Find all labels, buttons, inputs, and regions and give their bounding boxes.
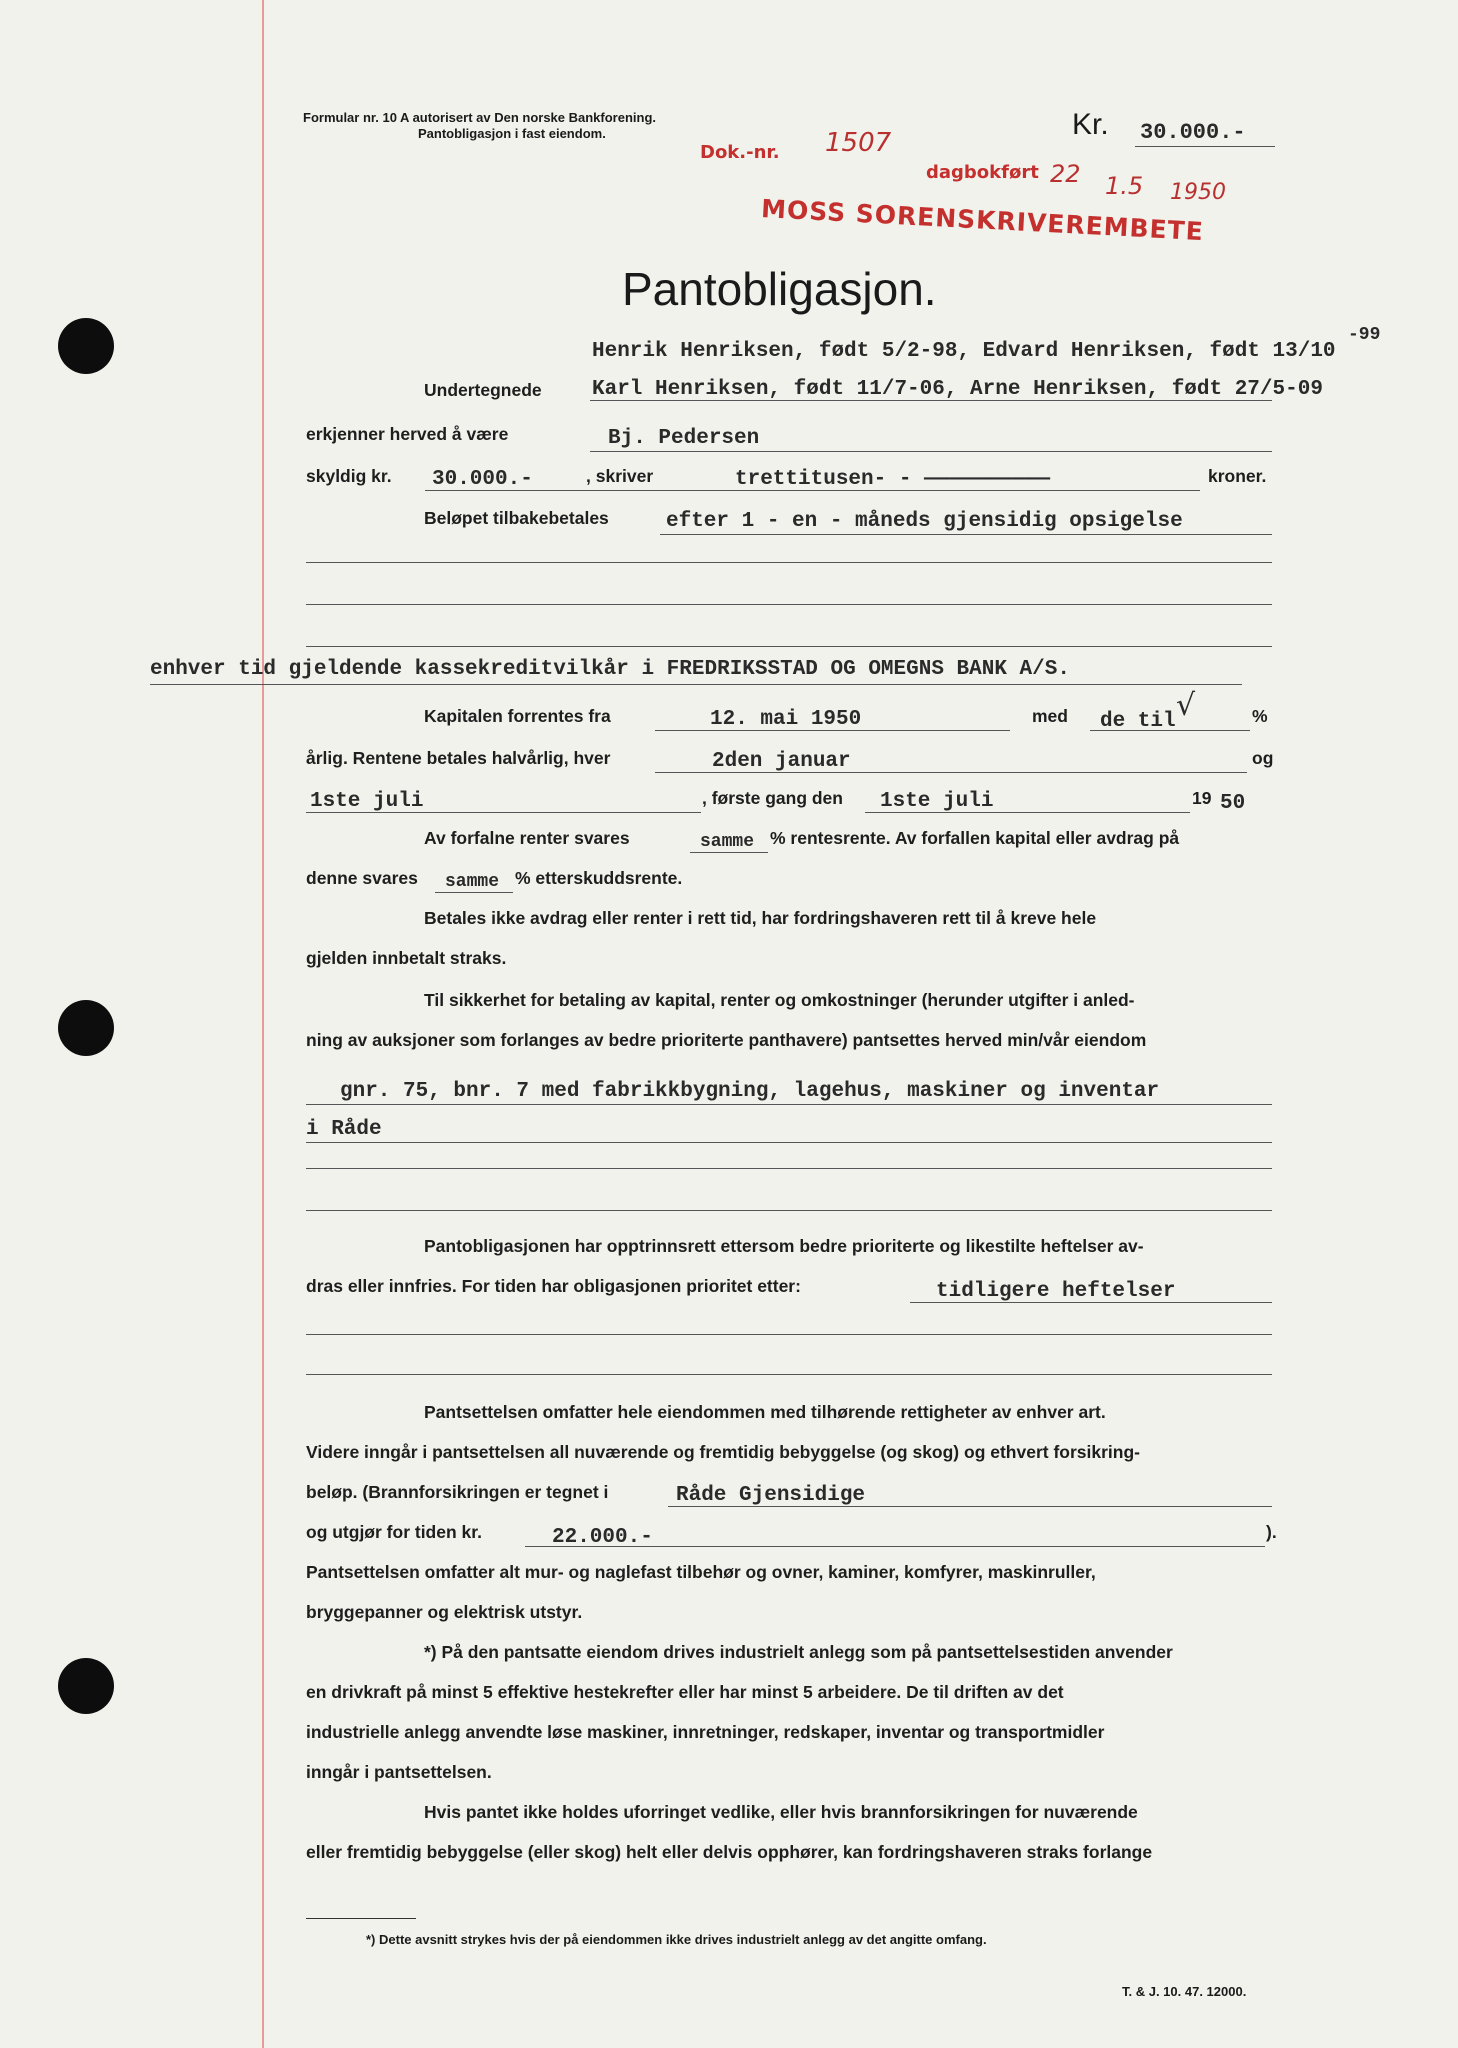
year-prefix: 19: [1192, 788, 1212, 808]
kroner-label: kroner.: [1208, 466, 1267, 486]
paragraph-text: bryggepanner og elektrisk utstyr.: [306, 1602, 583, 1622]
arlig-text: årlig. Rentene betales halvårlig, hver: [306, 748, 611, 768]
paragraph-text: inngår i pantsettelsen.: [306, 1762, 492, 1782]
property-description: gnr. 75, bnr. 7 med fabrikkbygning, lagehus, maskiner og inventar: [340, 1080, 1160, 1103]
footnote: *) Dette avsnitt strykes hvis der på eiendommen ikke drives industrielt anlegg av det angitte omfang.: [366, 1932, 987, 1947]
med-label: med: [1032, 706, 1068, 726]
paragraph-text: ning av auksjoner som forlanges av bedre prioriterte panthavere) pantsettes herved min/vår eiendom: [306, 1030, 1147, 1050]
amount-in-words: trettitusen- - ——————————: [735, 468, 1051, 491]
repayment-terms: efter 1 - en - måneds gjensidig opsigelse: [666, 510, 1183, 533]
paragraph-text: beløp. (Brannforsikringen er tegnet i: [306, 1482, 609, 1502]
forfalne-text: Av forfalne renter svares: [424, 828, 630, 848]
form-subtitle: Pantobligasjon i fast eiendom.: [418, 126, 606, 141]
debtors-line-2: Karl Henriksen, født 11/7-06, Arne Henriksen, født 27/5-09: [592, 378, 1323, 401]
forste-label: , første gang den: [702, 788, 843, 808]
etterskudd-text: % etterskuddsrente.: [515, 868, 683, 888]
paragraph-text: og utgjør for tiden kr.: [306, 1522, 482, 1542]
punch-hole: [58, 1000, 114, 1056]
percent-sign: %: [1252, 706, 1268, 726]
paragraph-text: Hvis pantet ikke holdes uforringet vedlike, eller hvis brannforsikringen for nuværende: [424, 1802, 1138, 1822]
kr-amount: 30.000.-: [1140, 120, 1246, 145]
kapitalen-label: Kapitalen forrentes fra: [424, 706, 611, 726]
undertegnede-label: Undertegnede: [424, 380, 542, 400]
debtors-line-1-sup: -99: [1348, 325, 1381, 345]
insurer-name: Råde Gjensidige: [676, 1484, 866, 1507]
kr-label: Kr.: [1072, 108, 1109, 141]
fill-line: [306, 562, 1272, 563]
check-mark: √: [1176, 688, 1196, 723]
debt-amount: 30.000.-: [432, 468, 533, 491]
fill-line: [306, 1142, 1272, 1143]
fill-line: [306, 1210, 1272, 1211]
stamp-dok-number: 1507: [825, 128, 892, 158]
printer-mark: T. & J. 10. 47. 12000.: [1122, 1984, 1247, 1999]
kr-amount-line: [1135, 146, 1275, 147]
paragraph-text: eller fremtidig bebyggelse (eller skog) helt eller delvis opphører, kan fordringshaveren straks forlange: [306, 1842, 1153, 1862]
paragraph-text: Pantobligasjonen har opptrinnsrett ettersom bedre prioriterte og likestilte heftelser av-: [424, 1236, 1144, 1256]
punch-hole: [58, 1658, 114, 1714]
stamp-dok-label: Dok.-nr.: [700, 142, 780, 163]
fill-line: [306, 604, 1272, 605]
fill-line: [910, 1302, 1272, 1303]
stamp-year: 1950: [1170, 180, 1226, 205]
paragraph-text: gjelden innbetalt straks.: [306, 948, 507, 968]
paragraph-text: Betales ikke avdrag eller renter i rett tid, har fordringshaveren rett til å kreve hele: [424, 908, 1097, 928]
interest-from-date: 12. mai 1950: [710, 708, 862, 731]
stamp-day: 22: [1050, 160, 1081, 188]
fill-line: [1090, 730, 1250, 731]
skyldig-label: skyldig kr.: [306, 466, 392, 486]
belop-label: Beløpet tilbakebetales: [424, 508, 609, 528]
paragraph-text: Pantsettelsen omfatter alt mur- og naglefast tilbehør og ovner, kaminer, komfyrer, maskinruller,: [306, 1562, 1096, 1582]
paragraph-text: industrielle anlegg anvendte løse maskiner, innretninger, redskaper, inventar og transportmidler: [306, 1722, 1105, 1742]
paragraph-text: Videre inngår i pantsettelsen all nuværende og fremtidig bebyggelse (og skog) og ethvert forsikring-: [306, 1442, 1140, 1462]
fill-line: [655, 772, 1247, 773]
fill-line: [306, 812, 701, 813]
fill-line: [655, 730, 1010, 731]
stamp-office: MOSS SORENSKRIVEREMBETE: [760, 194, 1205, 247]
fill-line: [668, 1506, 1272, 1507]
paragraph-text: ).: [1266, 1522, 1277, 1542]
fill-line: [525, 1546, 1265, 1547]
og-label: og: [1252, 748, 1274, 768]
fill-line: [690, 852, 768, 853]
fill-line: [590, 451, 1272, 452]
debtors-line-1: Henrik Henriksen, født 5/2-98, Edvard Henriksen, født 13/10: [592, 340, 1336, 363]
stamp-month: 1.5: [1105, 172, 1144, 200]
paragraph-text: dras eller innfries. For tiden har obligasjonen prioritet etter:: [306, 1276, 801, 1296]
fill-line: [306, 1104, 1272, 1105]
erkjenner-label: erkjenner herved å være: [306, 424, 509, 444]
form-authorization: Formular nr. 10 A autorisert av Den norske Bankforening.: [303, 110, 657, 125]
payment-date-1: 2den januar: [712, 750, 851, 773]
denne-text: denne svares: [306, 868, 418, 888]
creditor-name: Bj. Pedersen: [608, 427, 760, 450]
footnote-rule: [306, 1918, 416, 1919]
rentesrente-text: % rentesrente. Av forfallen kapital eller avdrag på: [770, 828, 1180, 848]
margin-rule: [262, 0, 264, 2048]
fill-line: [306, 1334, 1272, 1335]
first-payment-date: 1ste juli: [880, 790, 994, 813]
prior-liens: tidligere heftelser: [936, 1280, 1176, 1303]
interest-rate: de til: [1100, 710, 1176, 733]
fill-line: [660, 534, 1272, 535]
punch-hole: [58, 318, 114, 374]
property-location: i Råde: [306, 1118, 382, 1141]
fill-line: [306, 646, 1272, 647]
fill-line: [865, 812, 1190, 813]
paragraph-text: Til sikkerhet for betaling av kapital, renter og omkostninger (herunder utgifter i anled-: [424, 990, 1135, 1010]
same-rate-1: samme: [700, 832, 755, 852]
stamp-dagbok-label: dagbokført: [926, 162, 1039, 183]
skriver-label: , skriver: [586, 466, 654, 486]
fill-line: [150, 684, 1242, 685]
paragraph-text: *) På den pantsatte eiendom drives industrielt anlegg som på pantsettelsestiden anvender: [424, 1642, 1173, 1662]
payment-date-2: 1ste juli: [310, 790, 424, 813]
same-rate-2: samme: [445, 872, 500, 892]
insured-amount: 22.000.-: [552, 1526, 653, 1549]
fill-line: [425, 490, 1200, 491]
paragraph-text: en drivkraft på minst 5 effektive hestekrefter eller har minst 5 arbeidere. De til driften av det: [306, 1682, 1064, 1702]
credit-conditions: enhver tid gjeldende kassekreditvilkår i FREDRIKSSTAD OG OMEGNS BANK A/S.: [150, 658, 1070, 681]
fill-line: [306, 1168, 1272, 1169]
document-title: Pantobligasjon.: [622, 263, 937, 315]
year-suffix: 50: [1220, 792, 1246, 815]
paragraph-text: Pantsettelsen omfatter hele eiendommen med tilhørende rettigheter av enhver art.: [424, 1402, 1106, 1422]
fill-line: [435, 892, 513, 893]
fill-line: [306, 1374, 1272, 1375]
